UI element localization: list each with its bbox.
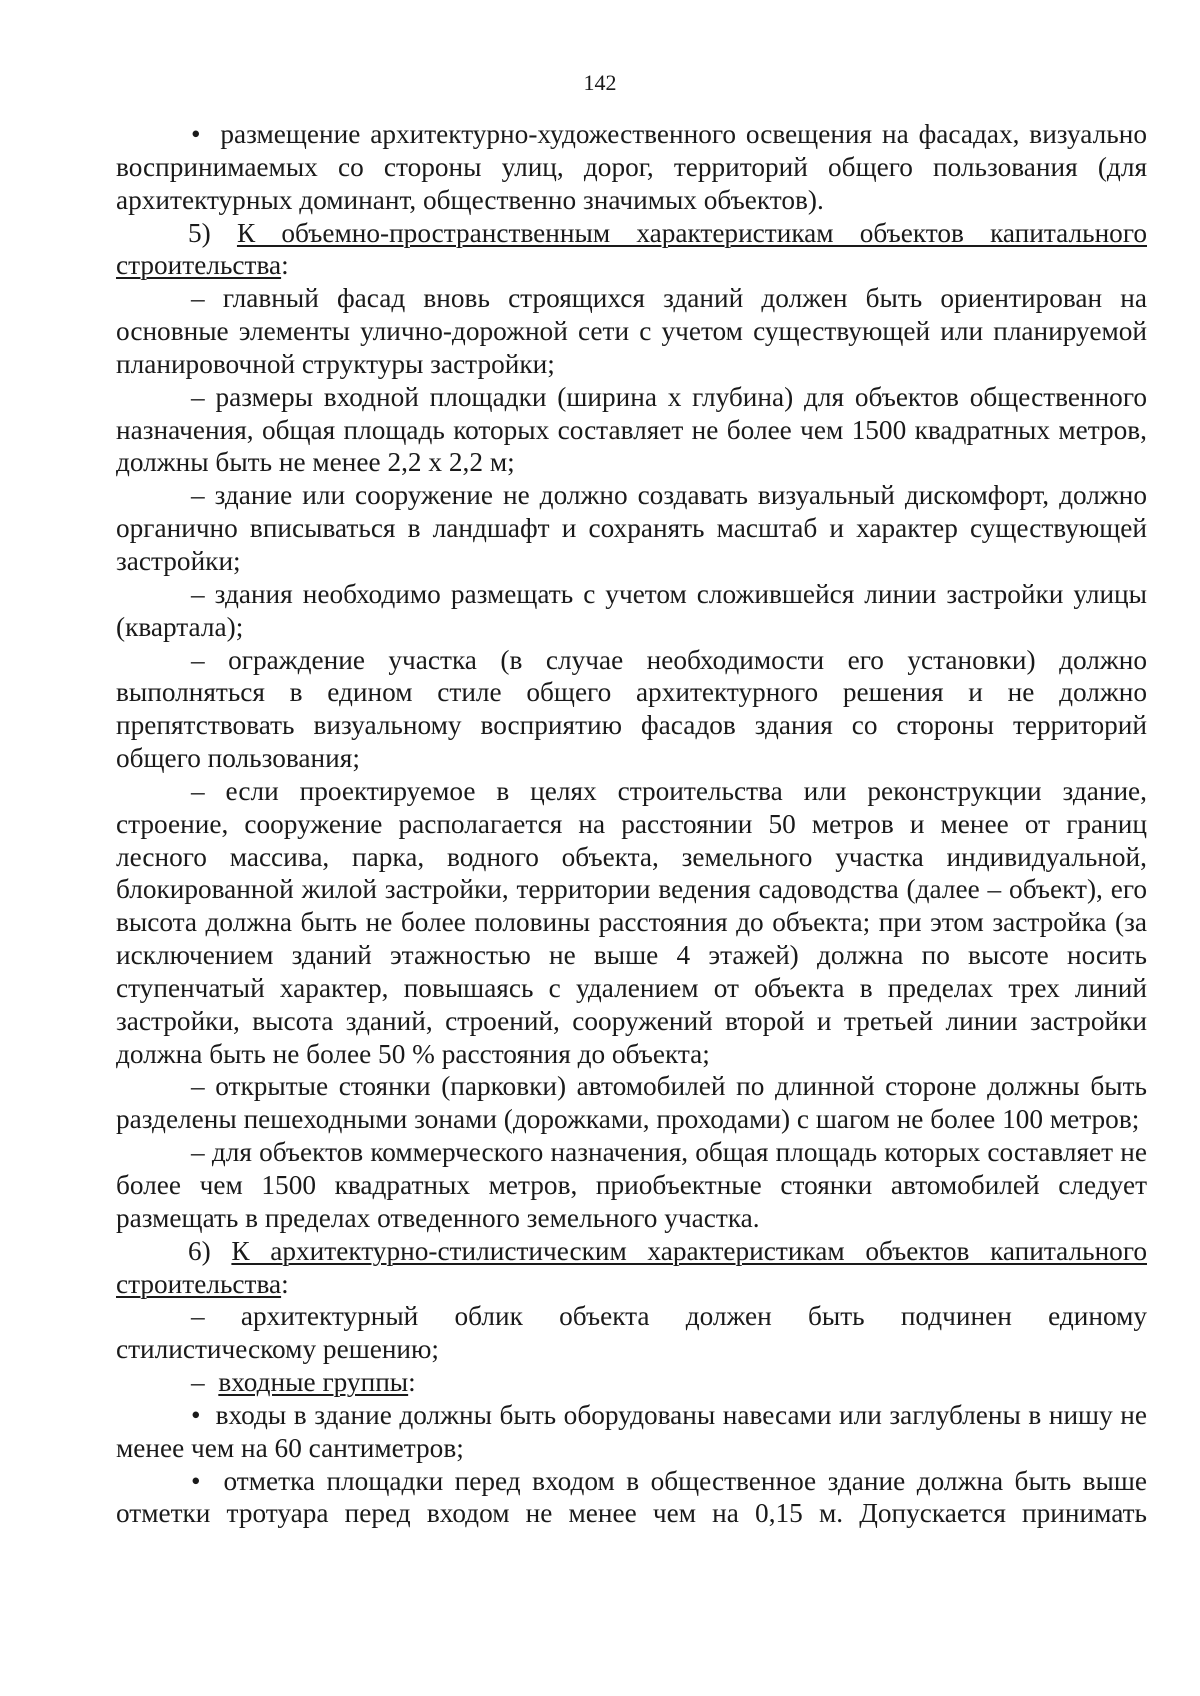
dash-paragraph: – размеры входной площадки (ширина х глубина) для объектов общественного назначения, общая площадь которых составляет не более чем 1500 квадратных метров, должны быть не менее 2,2 х 2,2 м; (116, 381, 1147, 478)
section-title-suffix: : (281, 1268, 289, 1299)
bullet-paragraph (116, 1465, 1147, 1531)
subheading-title: входные группы (218, 1367, 409, 1398)
bullet-paragraph (116, 1399, 1147, 1465)
paragraph-text: входы в здание должны быть оборудованы навесами или заглублены в нишу не менее чем на 60 сантиметров; (116, 1399, 1147, 1463)
paragraph-text: отметка площадки перед входом в общественное здание должна быть выше отметки тротуара перед входом не менее чем на 0,15 м. Допускается принимать (116, 1465, 1147, 1529)
document-body (116, 118, 1147, 1530)
dash-paragraph: – открытые стоянки (парковки) автомобилей по длинной стороне должны быть разделены пешеходными зонами (дорожками, проходами) с шагом не более 100 метров; (116, 1071, 1147, 1135)
dash-paragraph: – главный фасад вновь строящихся зданий должен быть ориентирован на основные элементы улично-дорожной сети с учетом существующей или планируемой планировочной структуры застройки; (116, 283, 1147, 379)
section-title: К архитектурно-стилистическим характеристикам объектов капитального строительства (116, 1235, 1147, 1299)
dash-paragraph: – для объектов коммерческого назначения, общая площадь которых составляет не более чем 1500 квадратных метров, приобъектные стоянки автомобилей следует размещать в пределах отведенного земельного участка. (116, 1137, 1147, 1233)
dash-paragraph: – здание или сооружение не должно создавать визуальный дискомфорт, должно органично вписываться в ландшафт и сохранять масштаб и характер существующей застройки; (116, 480, 1147, 576)
subheading-paragraph (116, 1366, 1147, 1399)
dash-paragraph: – здания необходимо размещать с учетом сложившейся линии застройки улицы (квартала); (116, 578, 1147, 642)
dash-marker: – (191, 1367, 205, 1398)
bullet-icon: • (191, 1465, 201, 1496)
dash-paragraph: – если проектируемое в целях строительства или реконструкции здание, строение, сооружение располагается на расстоянии 50 метров и менее от границ лесного массива, парка, водного объекта, земельного участка индивидуальной, блокированной жилой застройки, территории ведения садоводства (далее – объект), его высота должна быть не более половины расстояния до объекта; при этом застройка (за исключением зданий этажностью не выше 4 этажей) должна по высоте носить ступенчатый характер, повышаясь с удалением от объекта в пределах трех линий застройки, высота зданий, строений, сооружений второй и третьей линии застройки должна быть не более 50 % расстояния до объекта; (116, 775, 1147, 1069)
dash-paragraph: – архитектурный облик объекта должен быть подчинен единому стилистическому решению; (116, 1301, 1147, 1365)
bullet-icon: • (191, 1399, 201, 1430)
page-number: 142 (583, 70, 617, 95)
section-heading (116, 217, 1147, 283)
section-heading (116, 1235, 1147, 1301)
dash-paragraph: – ограждение участка (в случае необходимости его установки) должно выполняться в едином стиле общего архитектурного решения и не должно препятствовать визуальному восприятию фасадов здания со стороны территорий общего пользования; (116, 644, 1147, 774)
paragraph-text: размещение архитектурно-художественного освещения на фасадах, визуально воспринимаемых со стороны улиц, дорог, территорий общего пользования (для архитектурных доминант, общественно значимых объектов). (116, 119, 1147, 215)
section-title-suffix: : (281, 250, 289, 281)
subheading-suffix: : (408, 1367, 416, 1398)
section-title: К объемно-пространственным характеристикам объектов капитального строительства (116, 217, 1147, 281)
section-number: 5) (188, 217, 211, 248)
section-number: 6) (188, 1235, 211, 1266)
bullet-icon: • (191, 119, 201, 149)
bullet-paragraph (116, 118, 1147, 217)
